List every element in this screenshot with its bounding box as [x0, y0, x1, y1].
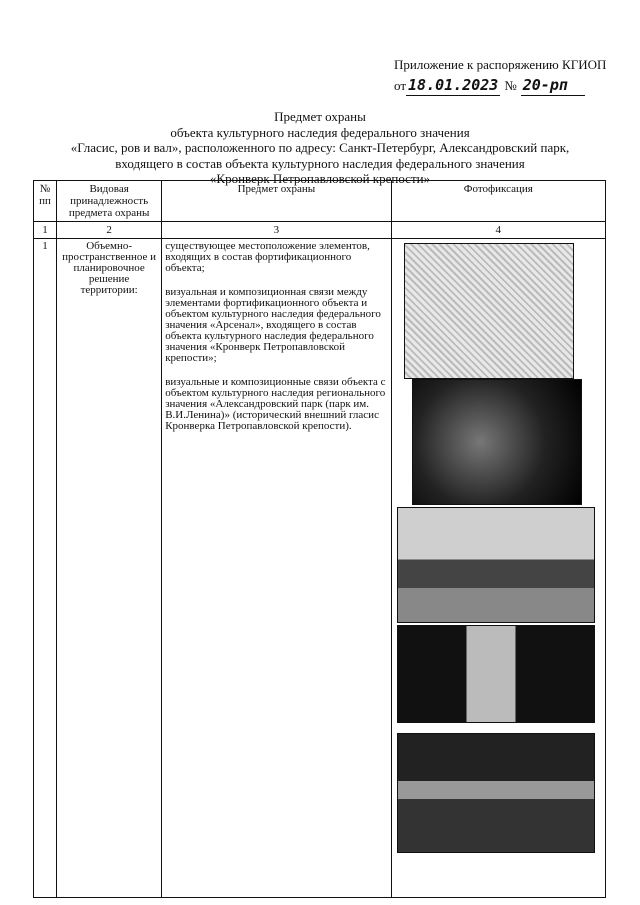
row-subject	[162, 239, 391, 898]
row-number: 1	[34, 239, 57, 898]
subject-item: визуальная и композиционная связи между элементами фортификационного объекта и объектом культурного наследия федерального значения «Арсенал», входящего в состав объекта культурного наследия федерального значения «Кронверк Петропавловской крепости»;	[165, 286, 381, 364]
col-number: 1	[34, 222, 57, 239]
table-row	[34, 239, 606, 898]
column-number-row	[34, 222, 606, 239]
order-details	[394, 75, 606, 96]
number-label: №	[504, 78, 517, 93]
title-line: Предмет охраны	[274, 109, 366, 124]
moat-photo	[397, 733, 595, 853]
title-line: «Гласис, ров и вал», расположенного по адресу: Санкт-Петербург, Александровский парк,	[70, 140, 570, 155]
alley-photo	[397, 625, 595, 723]
header-row	[34, 181, 606, 222]
order-date: 18.01.2023	[408, 76, 499, 94]
row-type: Объемно-пространственное и планировочное решение территории:	[57, 239, 162, 898]
site-plan-photo	[404, 243, 574, 379]
col-number: 2	[57, 222, 162, 239]
subject-item: существующее местоположение элементов, входящих в состав фортификационного объекта;	[165, 240, 370, 274]
col-number: 3	[162, 222, 391, 239]
photo-cell	[391, 239, 605, 898]
aerial-photo	[412, 379, 582, 505]
header-subject: Предмет охраны	[162, 181, 391, 222]
col-number: 4	[391, 222, 605, 239]
header-photos: Фотофиксация	[391, 181, 605, 222]
header-number: № пп	[34, 181, 57, 222]
subject-item: визуальные и композиционные связи объекта с объектом культурного наследия регионального значения «Александровский парк (парк им. В.И.Ленина)» (исторический внешний гласис Кронверка Петропавловской крепости).	[165, 376, 386, 432]
appendix-header	[394, 55, 606, 96]
title-line: объекта культурного наследия федерального значения	[170, 124, 470, 140]
order-number: 20-рп	[521, 75, 585, 96]
from-label: от	[394, 78, 407, 93]
protection-table	[33, 180, 606, 898]
header-type: Видовая принадлежность предмета охраны	[57, 181, 162, 222]
title-line: «Кронверк Петропавловской крепости»	[209, 171, 431, 186]
park-photo	[397, 507, 595, 623]
title-line: входящего в состав объекта культурного наследия федерального значения	[115, 155, 525, 171]
appendix-line: Приложение к распоряжению КГИОП	[394, 57, 607, 72]
document-title	[40, 109, 600, 187]
